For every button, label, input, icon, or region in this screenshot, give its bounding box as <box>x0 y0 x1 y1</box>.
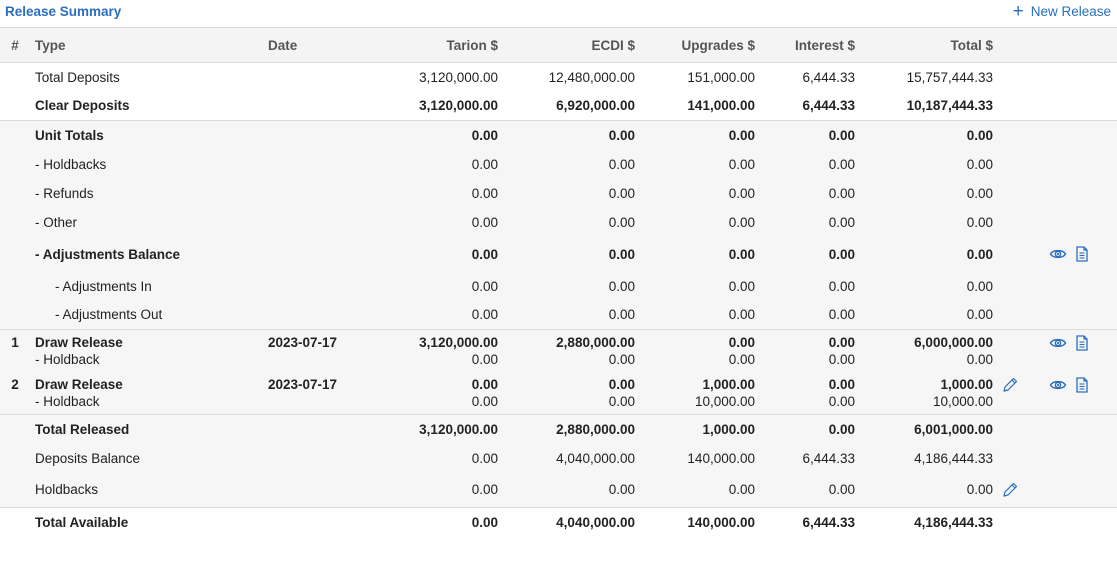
table-row-holdbacks <box>0 150 1117 179</box>
document-icon[interactable] <box>1073 334 1091 352</box>
cell-total: 0.00 <box>855 473 993 508</box>
row-type: Total Deposits <box>35 69 120 85</box>
cell-interest: 0.00 0.00 <box>755 372 855 415</box>
cell-ecdi: 0.00 <box>498 150 635 179</box>
row-type: Holdbacks <box>30 473 268 508</box>
cell-tarion: 0.00 <box>368 473 498 508</box>
pencil-icon[interactable] <box>1001 376 1019 394</box>
cell-tarion: 0.00 <box>471 514 498 530</box>
table-header-row <box>0 28 1117 63</box>
table-row-deposits-balance <box>0 444 1117 473</box>
cell-tarion: 0.00 <box>368 272 498 301</box>
cell-total: 4,186,444.33 <box>855 444 993 473</box>
cell-ecdi: 4,040,000.00 <box>498 444 635 473</box>
new-release-button[interactable] <box>1012 0 1111 22</box>
table-row-release <box>0 330 1117 373</box>
release-date: 2023-07-17 <box>268 330 368 373</box>
cell-interest: 0.00 <box>755 272 855 301</box>
cell-tarion: 3,120,000.00 <box>368 92 498 121</box>
cell-interest: 6,444.33 <box>755 92 855 121</box>
cell-ecdi: 0.00 <box>498 473 635 508</box>
release-summary-table <box>0 27 1117 537</box>
release-date: 2023-07-17 <box>268 372 368 415</box>
release-type-label: Draw Release <box>35 335 123 350</box>
col-header-interest: Interest $ <box>755 28 855 63</box>
cell-upgrades: 0.00 <box>635 301 755 330</box>
cell-interest: 0.00 <box>755 473 855 508</box>
col-header-ecdi: ECDI $ <box>498 28 635 63</box>
cell-tarion: 3,120,000.00 <box>419 69 498 85</box>
row-type: - Adjustments Out <box>30 301 268 330</box>
cell-ecdi: 4,040,000.00 <box>556 514 635 530</box>
table-row-adjustments-in <box>0 272 1117 301</box>
cell-upgrades: 140,000.00 <box>635 444 755 473</box>
table-row-adjustments-out <box>0 301 1117 330</box>
cell-ecdi: 0.00 <box>498 208 635 237</box>
new-release-label: New Release <box>1030 4 1111 19</box>
cell-total: 0.00 <box>855 121 993 150</box>
cell-ecdi: 6,920,000.00 <box>498 92 635 121</box>
cell-total: 6,000,000.00 0.00 <box>855 330 993 373</box>
cell-total: 0.00 <box>855 301 993 330</box>
cell-upgrades: 0.00 <box>635 237 755 272</box>
pencil-icon[interactable] <box>1001 481 1019 499</box>
cell-upgrades: 0.00 <box>635 179 755 208</box>
col-header-tarion: Tarion $ <box>368 28 498 63</box>
cell-total: 4,186,444.33 <box>914 514 993 530</box>
cell-total: 6,001,000.00 <box>855 415 993 444</box>
row-type: Deposits Balance <box>30 444 268 473</box>
cell-interest: 0.00 <box>755 237 855 272</box>
row-type: Unit Totals <box>30 121 268 150</box>
cell-ecdi: 0.00 <box>498 237 635 272</box>
row-type: - Holdbacks <box>30 150 268 179</box>
col-header-type: Type <box>30 28 268 63</box>
cell-interest: 0.00 0.00 <box>755 330 855 373</box>
col-header-actions <box>1029 28 1117 63</box>
cell-upgrades: 140,000.00 <box>687 514 755 530</box>
cell-upgrades: 0.00 <box>635 473 755 508</box>
col-header-date: Date <box>268 28 368 63</box>
cell-tarion: 0.00 <box>368 444 498 473</box>
row-type: - Refunds <box>30 179 268 208</box>
cell-total: 0.00 <box>855 150 993 179</box>
cell-ecdi: 0.00 <box>498 272 635 301</box>
cell-total: 10,187,444.33 <box>855 92 993 121</box>
release-type <box>30 372 268 415</box>
cell-tarion: 3,120,000.00 0.00 <box>368 330 498 373</box>
cell-upgrades: 0.00 <box>635 121 755 150</box>
release-sub-type: - Holdback <box>35 394 100 409</box>
cell-ecdi: 12,480,000.00 <box>548 69 635 85</box>
table-row-unit-totals <box>0 121 1117 150</box>
table-row-total-available <box>0 508 1117 537</box>
eye-icon[interactable] <box>1049 245 1067 263</box>
table-row-holdbacks-total <box>0 473 1117 508</box>
table-row-total-deposits <box>0 63 1117 92</box>
cell-interest: 0.00 <box>755 208 855 237</box>
cell-ecdi: 0.00 <box>498 301 635 330</box>
eye-icon[interactable] <box>1049 376 1067 394</box>
cell-ecdi: 0.00 <box>498 179 635 208</box>
row-type: - Adjustments Balance <box>30 237 268 272</box>
document-icon[interactable] <box>1073 245 1091 263</box>
cell-upgrades: 151,000.00 <box>687 69 755 85</box>
row-type: Total Available <box>35 514 129 530</box>
cell-tarion: 0.00 <box>368 208 498 237</box>
page-title: Release Summary <box>5 4 122 19</box>
row-type: - Adjustments In <box>30 272 268 301</box>
cell-ecdi: 2,880,000.00 0.00 <box>498 330 635 373</box>
cell-upgrades: 141,000.00 <box>635 92 755 121</box>
eye-icon[interactable] <box>1049 334 1067 352</box>
cell-upgrades: 0.00 <box>635 208 755 237</box>
cell-interest: 0.00 <box>755 121 855 150</box>
table-row-release <box>0 372 1117 415</box>
cell-tarion: 0.00 <box>368 121 498 150</box>
cell-tarion: 0.00 <box>368 179 498 208</box>
table-row-total-released <box>0 415 1117 444</box>
cell-total: 1,000.00 10,000.00 <box>855 372 993 415</box>
table-row-clear-deposits <box>0 92 1117 121</box>
table-row-adjustments-balance <box>0 237 1117 272</box>
cell-interest: 6,444.33 <box>802 514 855 530</box>
cell-tarion: 0.00 0.00 <box>368 372 498 415</box>
cell-interest: 0.00 <box>755 415 855 444</box>
cell-ecdi: 2,880,000.00 <box>498 415 635 444</box>
col-header-total: Total $ <box>855 28 993 63</box>
cell-ecdi: 0.00 <box>498 121 635 150</box>
cell-total: 0.00 <box>855 272 993 301</box>
cell-tarion: 0.00 <box>368 301 498 330</box>
cell-interest: 6,444.33 <box>755 444 855 473</box>
header-bar <box>0 0 1117 27</box>
col-header-num: # <box>0 28 30 63</box>
cell-upgrades: 0.00 <box>635 150 755 179</box>
cell-tarion: 0.00 <box>368 237 498 272</box>
cell-ecdi: 0.00 0.00 <box>498 372 635 415</box>
row-type: Total Released <box>30 415 268 444</box>
cell-total: 0.00 <box>855 179 993 208</box>
cell-total: 15,757,444.33 <box>906 69 993 85</box>
cell-upgrades: 0.00 <box>635 272 755 301</box>
cell-total: 0.00 <box>855 208 993 237</box>
cell-interest: 6,444.33 <box>802 69 855 85</box>
cell-interest: 0.00 <box>755 179 855 208</box>
row-type: - Other <box>30 208 268 237</box>
cell-interest: 0.00 <box>755 150 855 179</box>
table-row-other <box>0 208 1117 237</box>
release-type <box>30 330 268 373</box>
cell-tarion: 0.00 <box>368 150 498 179</box>
cell-upgrades: 1,000.00 10,000.00 <box>635 372 755 415</box>
cell-interest: 0.00 <box>755 301 855 330</box>
cell-upgrades: 0.00 0.00 <box>635 330 755 373</box>
release-num: 1 <box>0 330 30 373</box>
col-header-upgrades: Upgrades $ <box>635 28 755 63</box>
release-num: 2 <box>0 372 30 415</box>
cell-upgrades: 1,000.00 <box>635 415 755 444</box>
col-header-edit <box>993 28 1029 63</box>
document-icon[interactable] <box>1073 376 1091 394</box>
release-sub-type: - Holdback <box>35 352 100 367</box>
release-type-label: Draw Release <box>35 377 123 392</box>
row-type: Clear Deposits <box>30 92 268 121</box>
table-row-refunds <box>0 179 1117 208</box>
cell-tarion: 3,120,000.00 <box>368 415 498 444</box>
plus-icon: + <box>1012 0 1024 22</box>
cell-total: 0.00 <box>855 237 993 272</box>
